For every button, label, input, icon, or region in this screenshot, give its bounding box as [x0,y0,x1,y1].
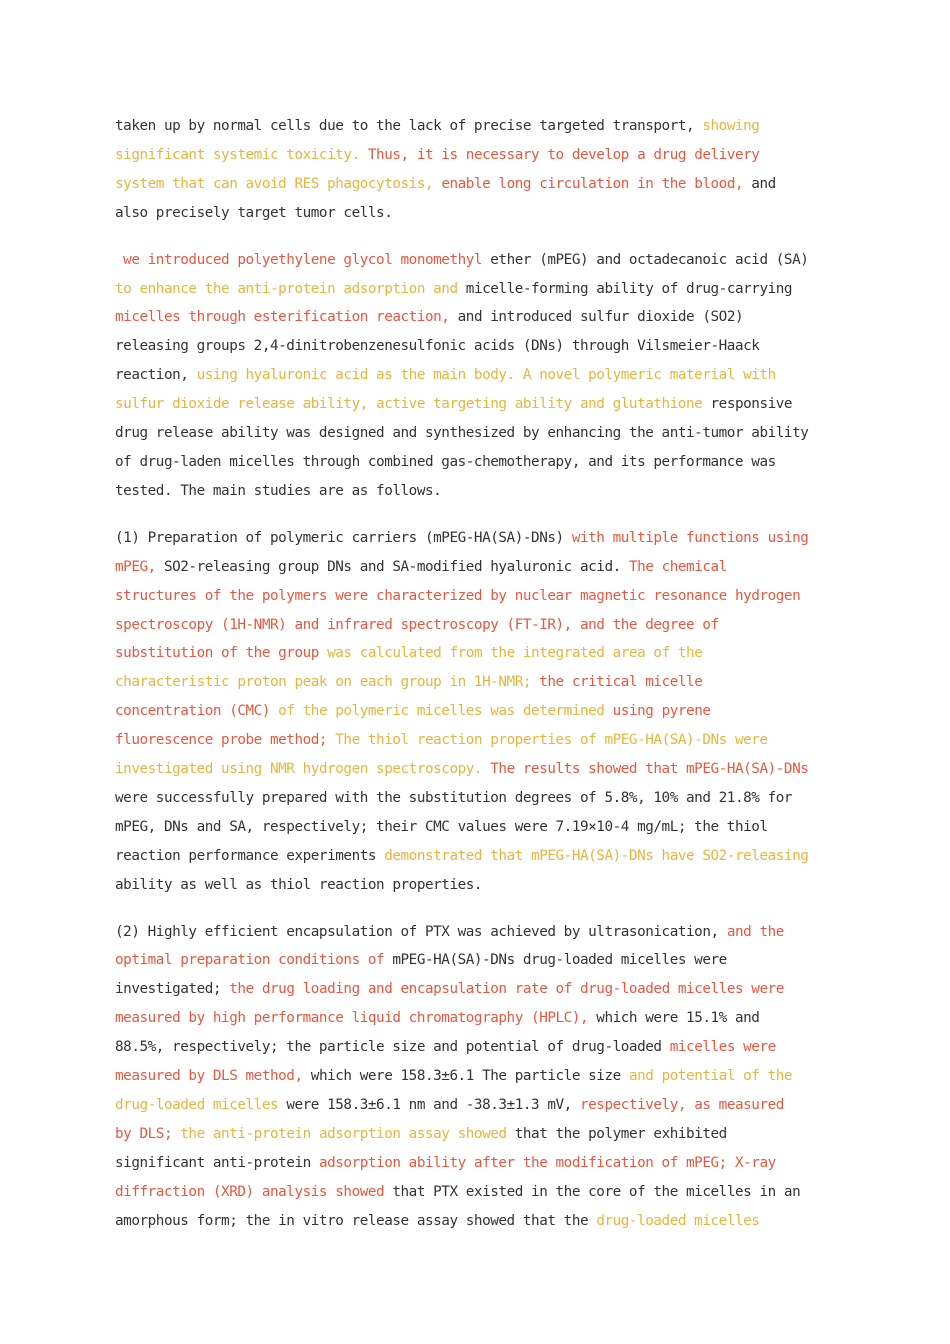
highlight-red-text: the critical micelle [539,674,703,691]
paragraph-intro-continuation [115,112,833,228]
highlight-red-text: substitution of the group [115,645,328,662]
text-line [115,842,833,871]
text-line [115,332,833,361]
highlight-red-text: measured by DLS method, [115,1068,303,1085]
highlight-yellow-text: to enhance the anti-protein adsorption and [115,280,458,297]
text-line [115,668,833,697]
text-line [115,553,833,582]
plain-text: reaction, [115,367,197,384]
text-line [115,582,833,611]
plain-text: (2) Highly efficient encapsulation of PTX was achieved by ultrasonication, [115,923,727,940]
highlight-red-text: and the [726,923,784,940]
plain-text: and introduced sulfur dioxide (SO2) [449,309,744,326]
text-line [115,1091,833,1120]
highlight-red-text: by DLS; [115,1125,181,1142]
text-line [115,871,833,900]
text-line [115,448,833,477]
text-line [115,303,833,332]
text-line [115,611,833,640]
plain-text: mPEG, DNs and SA, respectively; their CMC values were 7.19×10-4 mg/mL; the thiol [115,818,768,835]
text-line [115,246,833,275]
plain-text: also precisely target tumor cells. [115,204,393,221]
highlight-red-text: using pyrene [612,703,711,720]
highlight-red-text: adsorption ability after the modification of mPEG; X-ray [318,1154,776,1171]
text-line [115,697,833,726]
plain-text: were 158.3±6.1 nm and -38.3±1.3 mV, [278,1097,580,1113]
text-line [115,419,833,448]
highlight-red-text: we introduced polyethylene glycol monomethyl [115,251,483,268]
plain-text: taken up by normal cells due to the lack of precise targeted transport, [115,118,703,134]
highlight-yellow-text: the anti-protein adsorption assay showed [180,1125,507,1142]
plain-text: ability as well as thiol reaction properties. [115,876,483,893]
text-line [115,170,833,199]
highlight-yellow-text: significant systemic toxicity. [115,146,368,163]
highlight-yellow-text: using hyaluronic acid as the main body. A novel polymeric material with [196,367,776,384]
highlight-yellow-text: investigated using NMR hydrogen spectroscopy. [115,761,491,778]
paragraph-overview [115,246,833,506]
highlight-red-text: fluorescence probe method; [115,732,336,749]
plain-text: were successfully prepared with the substitution degrees of 5.8%, 10% and 21.8% for [115,789,793,806]
plain-text: and [743,175,776,192]
text-line [115,141,833,170]
highlight-yellow-text: demonstrated that mPEG-HA(SA)-DNs have SO2-releasing [384,847,809,864]
highlight-yellow-text: was calculated from the integrated area of the [327,645,703,662]
plain-text: responsive [702,396,793,413]
text-line [115,784,833,813]
highlight-red-text: the drug loading and encapsulation rate of drug-loaded micelles were [229,981,784,998]
text-line [115,390,833,419]
text-line [115,199,833,228]
highlight-yellow-text: drug-loaded micelles [596,1212,760,1229]
plain-text: of drug-laden micelles through combined gas-chemotherapy, and its performance was [115,453,776,470]
highlight-yellow-text: showing [702,118,760,134]
highlight-red-text: spectroscopy (1H-NMR) and infrared spectroscopy (FT-IR), and the degree of [115,616,719,633]
highlight-red-text: Thus, it is necessary to develop a drug delivery [367,146,760,163]
highlight-yellow-text: of the polymeric micelles was determined [278,703,613,720]
text-line [115,1120,833,1149]
highlight-red-text: respectively, as measured [579,1097,784,1113]
text-line [115,1207,833,1236]
highlight-red-text: optimal preparation conditions of [115,952,385,969]
text-line [115,1033,833,1062]
highlight-yellow-text: characteristic proton peak on each group in 1H-NMR; [115,674,540,691]
plain-text: releasing groups 2,4-dinitrobenzenesulfonic acids (DNs) through Vilsmeier-Haack [115,338,760,355]
text-line [115,275,833,304]
plain-text: SO2-releasing group DNs and SA-modified hyaluronic acid. [155,558,629,575]
highlight-red-text: diffraction (XRD) analysis showed [115,1183,385,1200]
highlight-red-text: micelles through esterification reaction, [115,309,450,326]
plain-text: reaction performance experiments [115,847,385,864]
highlight-red-text: structures of the polymers were characterized by nuclear magnetic resonance hydrogen [115,587,801,604]
highlight-red-text: measured by high performance liquid chromatography (HPLC), [115,1010,589,1027]
plain-text: amorphous form; the in vitro release assay showed that the [115,1212,597,1229]
plain-text: investigated; [115,981,230,998]
plain-text: tested. The main studies are as follows. [115,482,442,499]
document-body [115,112,833,1254]
text-line [115,1149,833,1178]
highlight-red-text: concentration (CMC) [115,703,279,720]
plain-text: (1) Preparation of polymeric carriers (mPEG-HA(SA)-DNs) [115,529,572,546]
highlight-yellow-text: drug-loaded micelles [115,1097,279,1113]
highlight-yellow-text: system that can avoid RES phagocytosis, [115,175,442,192]
text-line [115,477,833,506]
highlight-red-text: The chemical [628,558,727,575]
paragraph-study-2 [115,918,833,1236]
text-line [115,755,833,784]
text-line [115,918,833,947]
plain-text: that the polymer exhibited [506,1125,727,1142]
plain-text: ether (mPEG) and octadecanoic acid (SA) [482,251,809,268]
plain-text: that PTX existed in the core of the micelles in an [384,1183,801,1200]
plain-text: which were 15.1% and [588,1010,760,1027]
highlight-red-text: with multiple functions using [571,529,809,546]
text-line [115,1178,833,1207]
text-line [115,524,833,553]
highlight-red-text: enable long circulation in the blood, [441,175,744,192]
plain-text: which were 158.3±6.1 The particle size [302,1068,629,1085]
text-line [115,946,833,975]
paragraph-study-1 [115,524,833,900]
plain-text: 88.5%, respectively; the particle size and potential of drug-loaded [115,1039,670,1056]
plain-text: micelle-forming ability of drug-carrying [457,280,793,297]
highlight-yellow-text: and potential of the [628,1068,793,1085]
text-line [115,813,833,842]
text-line [115,975,833,1004]
text-line [115,1062,833,1091]
highlight-red-text: The results showed that mPEG-HA(SA)-DNs [490,761,809,778]
text-line [115,639,833,668]
plain-text: mPEG-HA(SA)-DNs drug-loaded micelles were [384,952,727,969]
text-line [115,1004,833,1033]
plain-text: drug release ability was designed and synthesized by enhancing the anti-tumor ability [115,425,809,442]
text-line [115,112,833,141]
plain-text: significant anti-protein [115,1154,319,1171]
highlight-red-text: mPEG, [115,558,156,575]
text-line [115,361,833,390]
highlight-yellow-text: The thiol reaction properties of mPEG-HA(SA)-DNs were [335,732,768,749]
highlight-yellow-text: sulfur dioxide release ability, active targeting ability and glutathione [115,396,703,413]
text-line [115,726,833,755]
highlight-red-text: micelles were [669,1039,776,1056]
